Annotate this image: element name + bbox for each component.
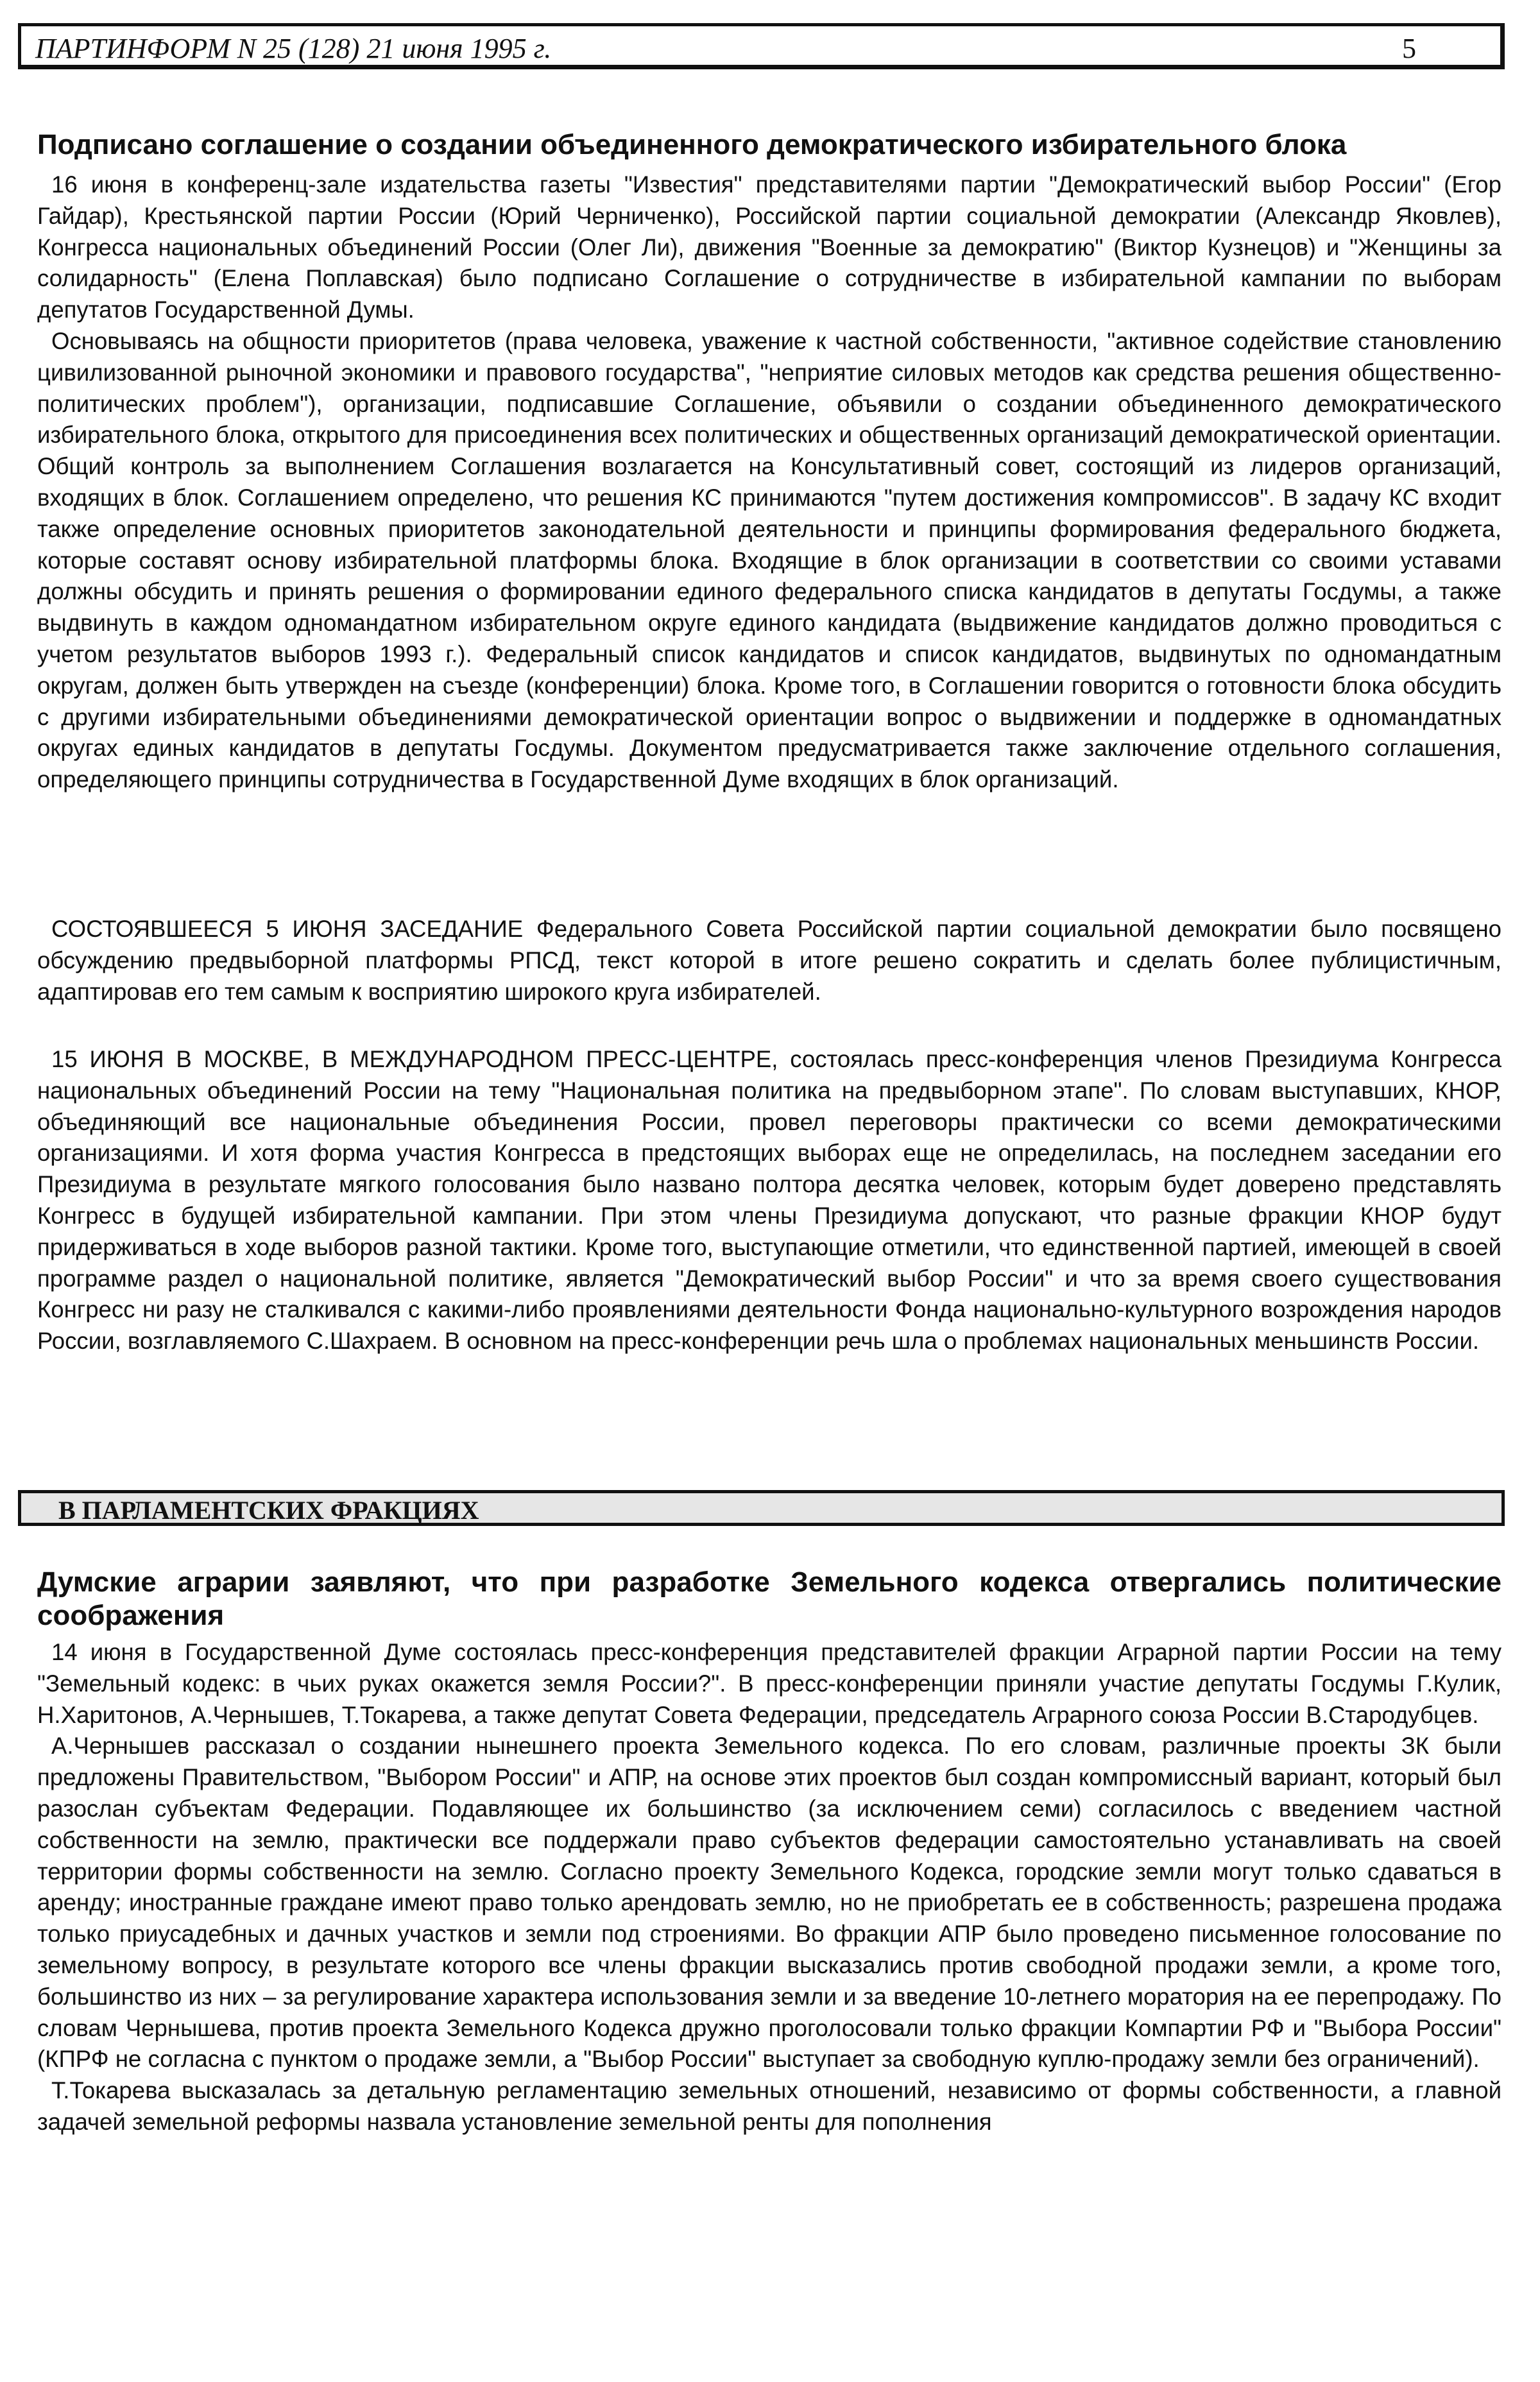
publication-title: ПАРТИНФОРМ N 25 (128) 21 июня 1995 г. (35, 33, 552, 64)
paragraph: Т.Токарева высказалась за детальную регламентацию земельных отношений, независимо от формы собственности, а главной задачей земельной реформы назвала установление земельной ренты для пополнения (37, 2077, 1502, 2135)
article-headline-bloc: Подписано соглашение о создании объединенного демократического избирательного блока (37, 129, 1347, 160)
page-number: 5 (1402, 33, 1416, 64)
paragraph: 14 июня в Государственной Думе состоялась пресс-конференция представителей фракции Аграрной партии России на тему "Земельный кодекс: в чьих руках окажется земля России?". В пресс-конференции приняли участие депутаты Госдумы Г.Кулик, Н.Харитонов, А.Чернышев, Т.Токарева, а также депутат Совета Федерации, председатель Аграрного союза России В.Стародубцев. (37, 1639, 1502, 1728)
paragraph: 15 ИЮНЯ В МОСКВЕ, В МЕЖДУНАРОДНОМ ПРЕСС-ЦЕНТРЕ, состоялась пресс-конференция членов Президиума Конгресса национальных объединений России на тему "Национальная политика на предвыборном этапе". По словам выступавших, КНОР, объединяющий все национальные объединения России, провел переговоры практически со всеми демократическими организациями. И хотя форма участия Конгресса в предстоящих выборах еще не определилась, на последнем заседании его Президиума в результате мягкого голосования было названо полтора десятка человек, которым будет доверено представлять Конгресс в будущей избирательной кампании. При этом члены Президиума допускают, что разные фракции КНОР будут придерживаться в ходе выборов разной тактики. Кроме того, выступающие отметили, что единственной партией, имеющей в своей программе раздел о национальной политике, является "Демократический выбор России" и что за время своего существования Конгресс ни разу не сталкивался с какими-либо проявлениями деятельности Фонда национально-культурного возрождения народов России, возглавляемого С.Шахраем. В основном на пресс-конференции речь шла о проблемах национальных меньшинств России. (37, 1046, 1502, 1355)
article-headline-agrarians: Думские аграрии заявляют, что при разработке Земельного кодекса отвергались политические соображения (37, 1566, 1502, 1631)
paragraph: СОСТОЯВШЕЕСЯ 5 ИЮНЯ ЗАСЕДАНИЕ Федерального Совета Российской партии социальной демократии было посвящено обсуждению предвыборной платформы РПСД, текст которой в итоге решено сократить и сделать более публицистичным, адаптировав его тем самым к восприятию широкого круга избирателей. (37, 916, 1502, 1005)
news-item-rpsd (37, 914, 1502, 1007)
section-header (18, 1490, 1505, 1526)
paragraph: А.Чернышев рассказал о создании нынешнего проекта Земельного кодекса. По его словам, различные проекты ЗК были предложены Правительством, "Выбором России" и АПР, на основе этих проектов был создан компромиссный вариант, который был разослан субъектам Федерации. Подавляющее их большинство (за исключением семи) согласилось с введением частной собственности на землю, практически все поддержали право субъектов федерации самостоятельно устанавливать на своей территории формы собственности на землю. Согласно проекту Земельного Кодекса, городские земли могут только сдаваться в аренду; иностранные граждане имеют право только арендовать землю, но не приобретать ее в собственность; разрешена продажа только приусадебных и дачных участков и земли под строениями. Во фракции АПР было проведено письменное голосование по земельному вопросу, в результате которого все члены фракции высказались против свободной продажи земли, а кроме того, большинство из них – за регулирование характера использования земли и за введение 10-летнего моратория на ее перепродажу. По словам Чернышева, против проекта Земельного Кодекса дружно проголосовали только фракции Компартии РФ и "Выбора России" (КПРФ не согласна с пунктом о продаже земли, а "Выбор России" выступает за свободную куплю-продажу земли без ограничений). (37, 1733, 1502, 2073)
paragraph: 16 июня в конференц-зале издательства газеты "Известия" представителями партии "Демократический выбор России" (Егор Гайдар), Крестьянской партии России (Юрий Черниченко), Российской партии социальной демократии (Александр Яковлев), Конгресса национальных объединений России (Олег Ли), движения "Военные за демократию" (Виктор Кузнецов) и "Женщины за солидарность" (Елена Поплавская) было подписано Соглашение о сотрудничестве в избирательной кампании по выборам депутатов Государственной Думы. (37, 171, 1502, 323)
news-item-knor (37, 1044, 1502, 1357)
article-body-agrarians (37, 1637, 1502, 2138)
paragraph: Основываясь на общности приоритетов (права человека, уважение к частной собственности, "активное содействие становлению цивилизованной рыночной экономики и правового государства", "неприятие силовых методов как средства решения общественно-политических проблем"), организации, подписавшие Соглашение, объявили о создании объединенного демократического избирательного блока, открытого для присоединения всех политических и общественных организаций демократической ориентации. Общий контроль за выполнением Соглашения возлагается на Консультативный совет, состоящий из лидеров организаций, входящих в блок. Соглашением определено, что решения КС принимаются "путем достижения компромиссов". В задачу КС входит также определение основных приоритетов законодательной деятельности и принципы формирования федерального бюджета, которые составят основу избирательной платформы блока. Входящие в блок организации в соответствии со своими уставами должны обсудить и принять решения о формировании единого федерального списка кандидатов в депутаты Госдумы, а также выдвинуть в каждом одномандатном избирательном округе единого кандидата (выдвижение кандидатов должно проводиться с учетом результатов выборов 1993 г.). Федеральный список кандидатов и список кандидатов, выдвинутых по одномандатным округам, должен быть утвержден на съезде (конференции) блока. Кроме того, в Соглашении говорится о готовности блока обсудить с другими избирательными объединениями демократической ориентации вопрос о выдвижении и поддержке в одномандатных округах единых кандидатов в депутаты Госдумы. Документом предусматривается также заключение отдельного соглашения, определяющего принципы сотрудничества в Государственной Думе входящих в блок организаций. (37, 327, 1502, 793)
article-body-bloc (37, 169, 1502, 796)
page-header (18, 23, 1505, 69)
section-title: В ПАРЛАМЕНТСКИХ ФРАКЦИЯХ (58, 1496, 479, 1525)
